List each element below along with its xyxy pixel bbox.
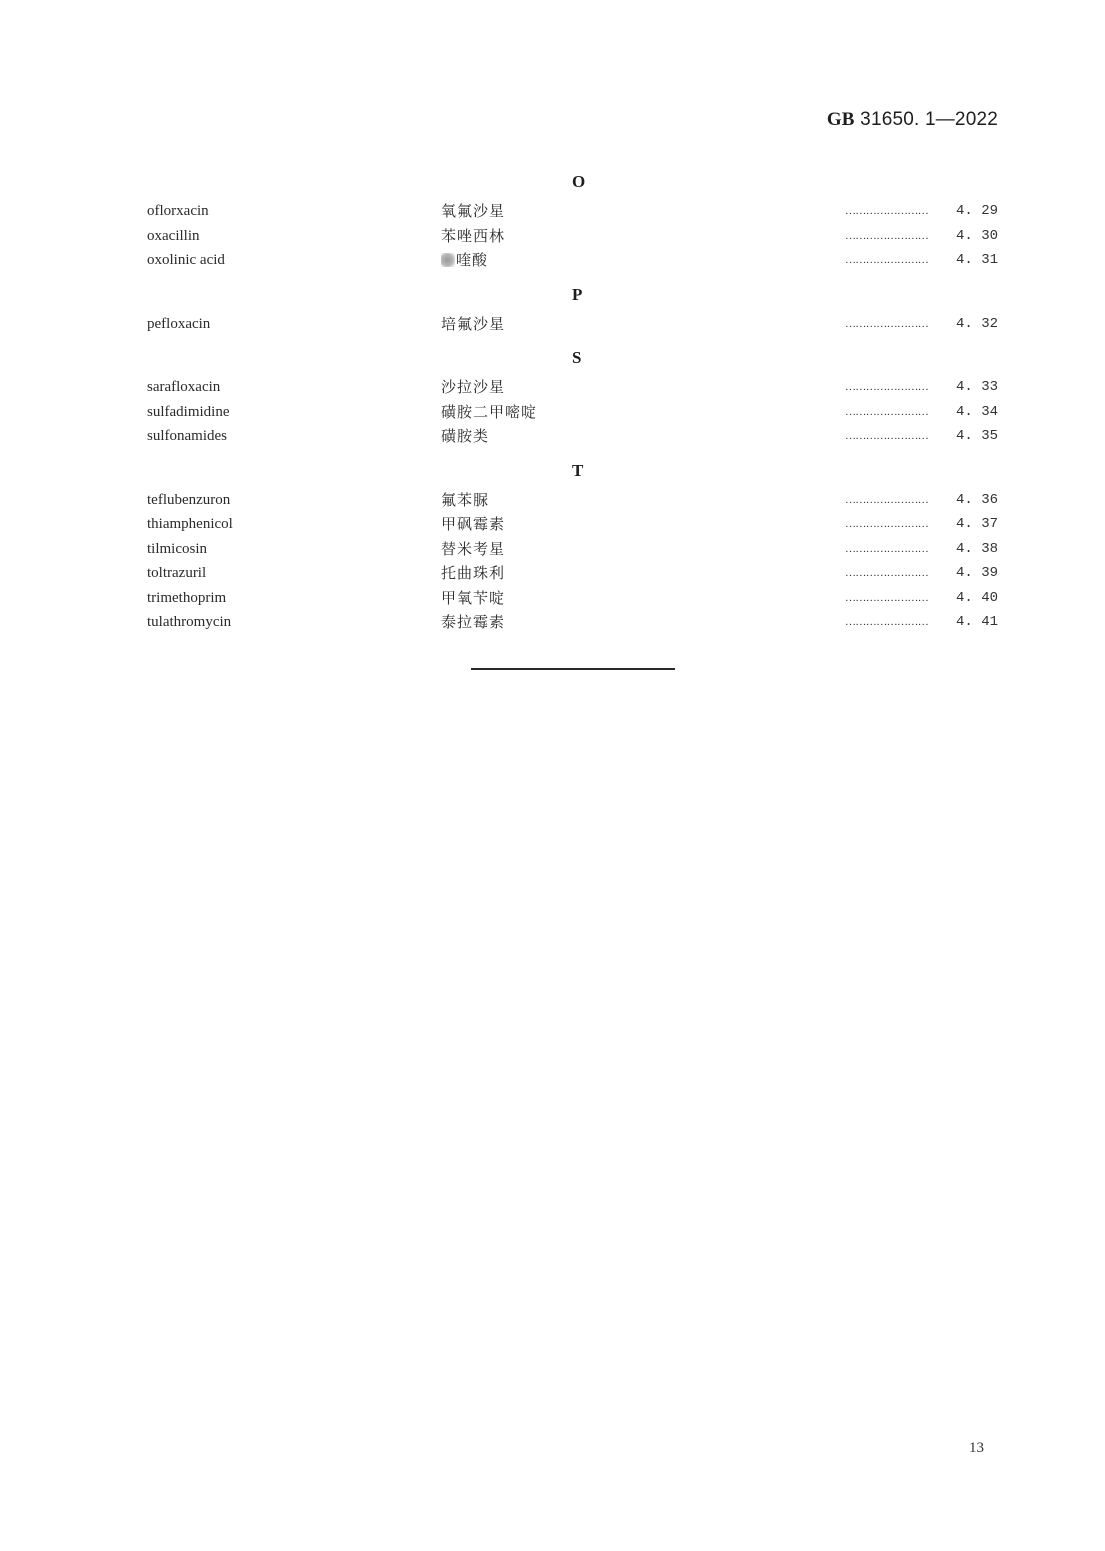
index-entry	[147, 224, 998, 249]
index-entry	[147, 400, 998, 425]
chinese-name-text: 氟苯脲	[441, 490, 490, 509]
english-name: thiamphenicol	[147, 516, 233, 532]
english-name: pefloxacin	[147, 315, 211, 332]
group-gap	[147, 336, 998, 345]
group-gap	[147, 449, 998, 458]
leader-dots: ……………………	[845, 254, 929, 266]
section-reference: 4. 40	[955, 589, 998, 606]
english-name: sarafloxacin	[147, 379, 221, 395]
leader-dots: ……………………	[845, 430, 929, 442]
chinese-name	[441, 224, 505, 249]
index-entry	[147, 248, 998, 273]
chinese-name	[441, 424, 489, 449]
english-name: oflorxacin	[147, 203, 209, 219]
section-reference: 4. 31	[955, 252, 998, 268]
chinese-name-text: 喹酸	[456, 251, 489, 269]
index-entry	[147, 512, 998, 537]
standard-code	[827, 109, 998, 131]
letter-heading: O	[572, 172, 586, 191]
letter-heading: S	[572, 348, 582, 367]
leader-dots: ……………………	[845, 591, 929, 604]
leader-dots: ……………………	[845, 518, 929, 530]
chinese-name-text: 沙拉沙星	[441, 378, 506, 396]
english-name: oxolinic acid	[147, 252, 225, 268]
chinese-name	[441, 248, 488, 273]
leader-dots: ……………………	[845, 317, 929, 330]
leader-dots: ……………………	[845, 381, 929, 393]
chinese-name-text: 磺胺二甲嘧啶	[441, 402, 538, 421]
index-entry	[147, 424, 998, 449]
chinese-name	[441, 312, 505, 337]
index-entry	[147, 610, 998, 635]
english-name: sulfadimidine	[147, 403, 230, 420]
chinese-name-text: 培氟沙星	[441, 314, 506, 333]
section-reference: 4. 34	[955, 403, 998, 420]
index-entry	[147, 488, 998, 513]
section-reference: 4. 30	[955, 227, 998, 244]
leader-dots: ……………………	[845, 616, 929, 628]
english-name: tilmicosin	[147, 540, 207, 557]
english-name: oxacillin	[147, 227, 200, 244]
chinese-name	[441, 537, 505, 562]
section-reference: 4. 37	[955, 516, 998, 532]
section-reference: 4. 38	[955, 540, 998, 557]
chinese-name	[441, 561, 505, 586]
section-reference: 4. 36	[955, 491, 998, 508]
section-reference: 4. 35	[955, 428, 998, 444]
chinese-name-text: 替米考星	[441, 539, 506, 558]
chinese-name	[441, 586, 505, 611]
group-gap	[147, 273, 998, 282]
index-entry	[147, 312, 998, 337]
section-reference: 4. 41	[955, 614, 998, 630]
index-entry	[147, 375, 998, 400]
english-name: tulathromycin	[147, 614, 232, 630]
index-entry	[147, 537, 998, 562]
section-reference: 4. 33	[955, 379, 998, 395]
section-reference: 4. 39	[955, 565, 998, 581]
chinese-name	[441, 512, 505, 537]
standard-code-prefix: GB	[826, 109, 855, 130]
chinese-name	[441, 199, 505, 224]
standard-code-number: 31650. 1—2022	[860, 109, 998, 130]
leader-dots: ……………………	[845, 542, 929, 555]
english-name: teflubenzuron	[147, 491, 231, 508]
index-entry	[147, 586, 998, 611]
english-name: toltrazuril	[147, 565, 207, 581]
page-number: 13	[969, 1440, 984, 1456]
leader-dots: ……………………	[845, 405, 929, 418]
chinese-name	[441, 375, 505, 400]
section-reference: 4. 29	[955, 203, 998, 219]
index-entry	[147, 199, 998, 224]
leader-dots: ……………………	[845, 567, 929, 579]
letter-heading: T	[572, 460, 584, 480]
chinese-name-text: 氧氟沙星	[441, 202, 506, 220]
leader-dots: ……………………	[845, 205, 929, 217]
chinese-name-text: 甲砜霉素	[441, 515, 506, 533]
damaged-glyph	[441, 253, 455, 267]
english-name: trimethoprim	[147, 589, 227, 606]
section-reference: 4. 32	[955, 315, 998, 332]
end-rule	[471, 668, 675, 670]
index-entry	[147, 561, 998, 586]
chinese-name	[441, 610, 505, 635]
leader-dots: ……………………	[845, 229, 929, 242]
english-name: sulfonamides	[147, 428, 227, 444]
letter-heading: P	[572, 284, 583, 304]
leader-dots: ……………………	[845, 493, 929, 506]
chinese-name-text: 磺胺类	[441, 427, 490, 445]
chinese-name-text: 苯唑西林	[441, 226, 506, 245]
chinese-name	[441, 488, 489, 513]
chinese-name	[441, 400, 537, 425]
index-list	[147, 169, 998, 635]
chinese-name-text: 甲氧苄啶	[441, 588, 506, 607]
chinese-name-text: 泰拉霉素	[441, 613, 506, 631]
chinese-name-text: 托曲珠利	[441, 564, 506, 582]
